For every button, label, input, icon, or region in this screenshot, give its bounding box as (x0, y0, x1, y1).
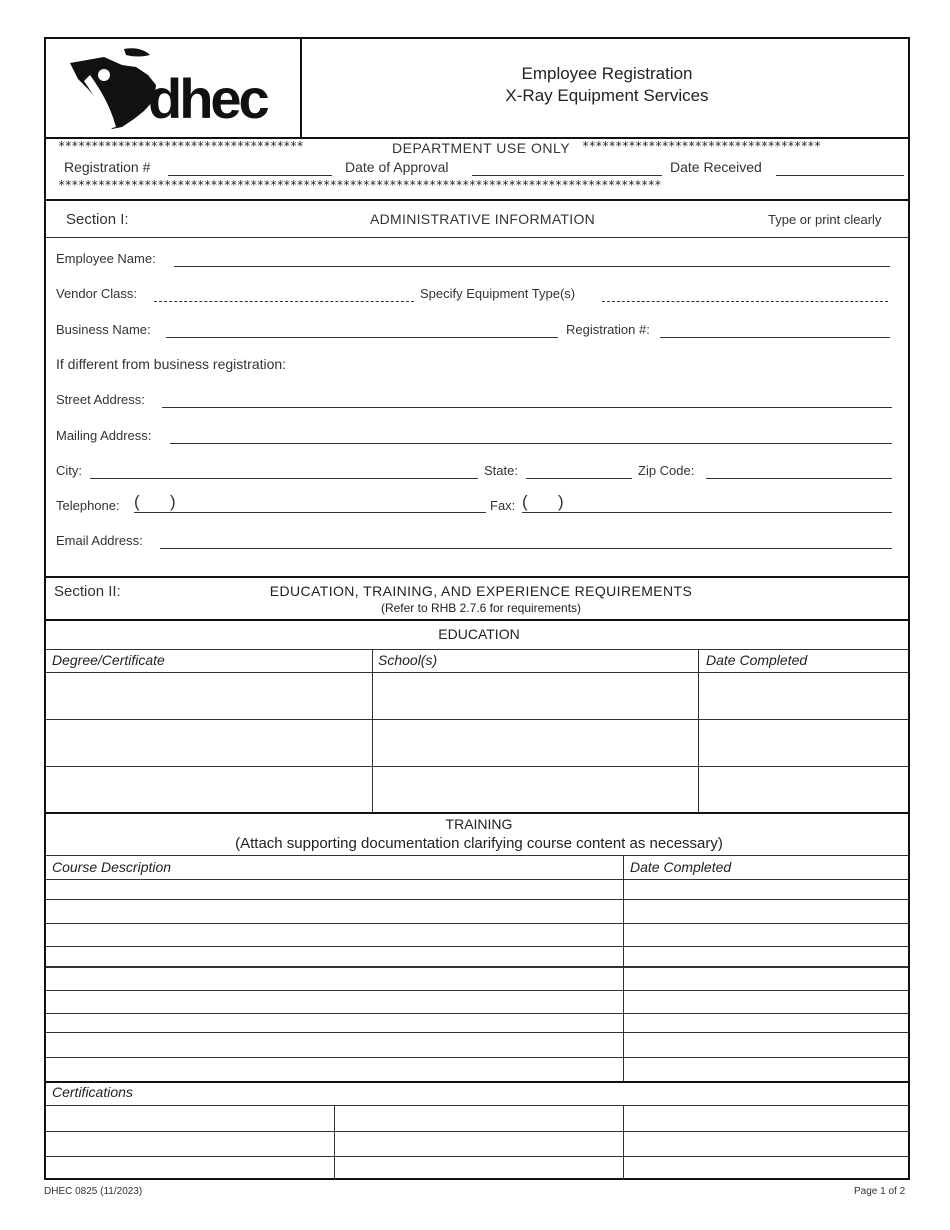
registration-number-label: Registration # (64, 159, 151, 175)
section-2-subtitle: (Refer to RHB 2.7.6 for requirements) (380, 601, 582, 615)
date-of-approval-label: Date of Approval (345, 159, 449, 175)
mailing-address-label: Mailing Address: (56, 428, 152, 443)
section-2-title: EDUCATION, TRAINING, AND EXPERIENCE REQUIREMENTS (269, 583, 693, 599)
city-field[interactable] (90, 478, 478, 479)
dept-use-title: DEPARTMENT USE ONLY (392, 140, 571, 156)
zip-code-label: Zip Code: (638, 463, 695, 478)
education-col-degree: Degree/Certificate (52, 652, 165, 668)
stars-left: ************************************* (58, 139, 304, 153)
registration-field[interactable] (660, 337, 890, 338)
telephone-label: Telephone: (56, 498, 120, 513)
form-id: DHEC 0825 (11/2023) (44, 1186, 143, 1197)
email-address-label: Email Address: (56, 533, 143, 548)
dhec-logo (64, 45, 294, 133)
education-row-2[interactable] (46, 720, 908, 766)
certifications-grid[interactable] (46, 1106, 908, 1180)
page-number: Page 1 of 2 (854, 1186, 906, 1197)
telephone-field[interactable] (134, 512, 486, 513)
date-received-label: Date Received (670, 159, 762, 175)
education-col-school: School(s) (378, 652, 438, 668)
city-label: City: (56, 463, 82, 478)
employee-name-field[interactable] (174, 266, 890, 267)
certifications-title: Certifications (52, 1084, 133, 1100)
email-address-field[interactable] (160, 548, 892, 549)
telephone-paren-open: ( (134, 492, 140, 511)
education-col-date: Date Completed (706, 652, 808, 668)
business-name-label: Business Name: (56, 322, 151, 337)
stars-bottom: ******************************************************************************************* (58, 178, 661, 192)
training-rows[interactable] (46, 880, 908, 1080)
equipment-types-label: Specify Equipment Type(s) (420, 286, 576, 301)
section-1-title: ADMINISTRATIVE INFORMATION (370, 211, 596, 227)
mailing-address-field[interactable] (170, 443, 892, 444)
logo-wordmark: dhec (148, 67, 267, 130)
fax-field[interactable] (522, 512, 892, 513)
stars-right: ************************************ (582, 139, 821, 153)
registration-form (44, 37, 910, 1180)
education-title: EDUCATION (438, 626, 520, 642)
street-address-field[interactable] (162, 407, 892, 408)
vendor-class-label: Vendor Class: (56, 286, 137, 301)
street-address-label: Street Address: (56, 392, 145, 407)
equipment-types-field[interactable] (602, 301, 888, 302)
education-row-3[interactable] (46, 767, 908, 812)
telephone-paren-close: ) (170, 492, 176, 511)
registration-number-field[interactable] (168, 175, 332, 176)
education-row-1[interactable] (46, 673, 908, 719)
section-1-note: Type or print clearly (768, 212, 882, 227)
registration-label: Registration #: (566, 322, 650, 337)
state-label: State: (484, 463, 518, 478)
section-1-label: Section I: (66, 211, 129, 228)
zip-code-field[interactable] (706, 478, 892, 479)
employee-name-label: Employee Name: (56, 251, 156, 266)
training-col-course: Course Description (52, 859, 172, 875)
fax-label: Fax: (490, 498, 516, 513)
training-col-date: Date Completed (630, 859, 732, 875)
section-2-label: Section II: (54, 583, 121, 600)
fax-paren-close: ) (558, 492, 564, 511)
training-title: TRAINING (445, 816, 513, 832)
vendor-class-field[interactable] (154, 301, 414, 302)
form-title: Employee Registration (521, 64, 693, 83)
date-received-field[interactable] (776, 175, 904, 176)
date-of-approval-field[interactable] (472, 175, 662, 176)
if-different-note: If different from business registration: (56, 356, 287, 372)
training-subtitle: (Attach supporting documentation clarifying course content as necessary) (235, 835, 723, 852)
form-subtitle: X-Ray Equipment Services (505, 86, 709, 105)
fax-paren-open: ( (522, 492, 528, 511)
state-field[interactable] (526, 478, 632, 479)
business-name-field[interactable] (166, 337, 558, 338)
